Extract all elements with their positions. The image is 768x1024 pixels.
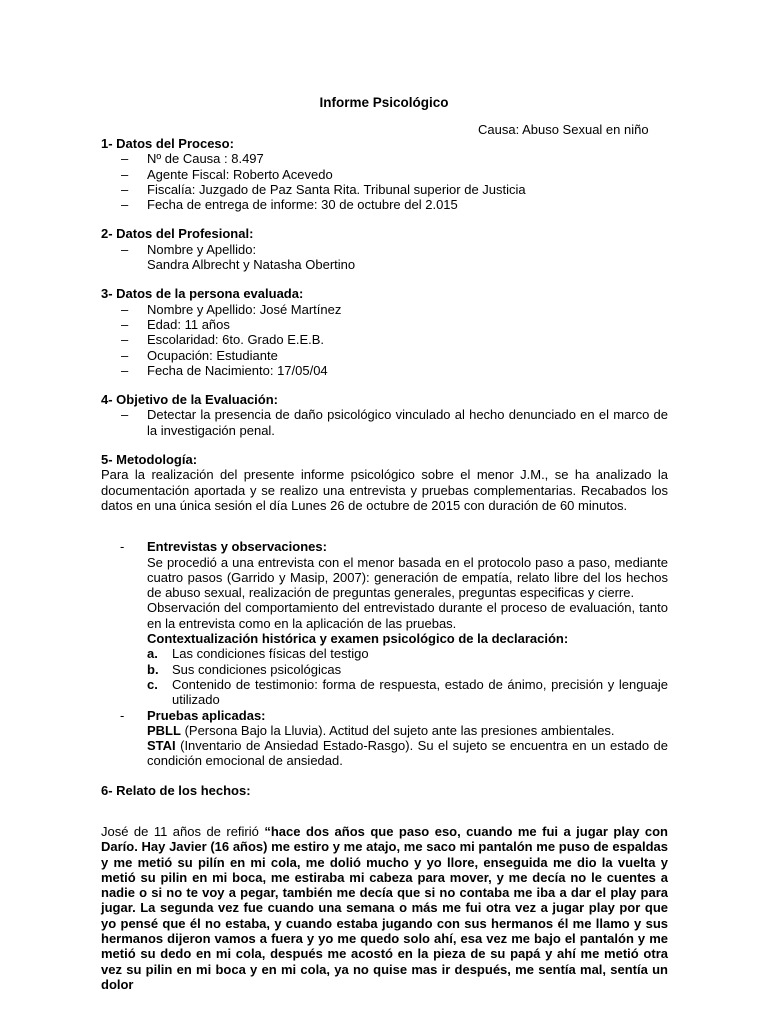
- list-item-text: Agente Fiscal: Roberto Acevedo: [147, 166, 333, 182]
- entrevistas-title: Entrevistas y observaciones:: [147, 539, 327, 555]
- hyphen-marker: -: [120, 707, 125, 723]
- list-item: [101, 151, 668, 166]
- stai-line: [147, 738, 668, 769]
- item-continuation: Sandra Albrecht y Natasha Obertino: [147, 257, 356, 273]
- alpha-item-text: Sus condiciones psicológicas: [172, 661, 342, 677]
- methodology-intro: Para la realización del presente informe psicológico sobre el menor J.M., se ha analizado la documentación aportada y se realizo una entrevista y pruebas complementarias. Recabados los datos en una única sesión el día Lunes 26 de octubre de 2015 con duración de 60 minutos.: [101, 467, 668, 513]
- alpha-item: [147, 662, 668, 677]
- spacer: [101, 438, 668, 452]
- spacer: [101, 798, 668, 811]
- list-item-text: Fecha de Nacimiento: 17/05/04: [147, 362, 328, 378]
- list-item: [101, 317, 668, 332]
- dash-marker: –: [121, 362, 129, 378]
- dash-marker: –: [121, 197, 129, 213]
- list-item-text: Fecha de entrega de informe: 30 de octubre del 2.015: [147, 197, 458, 213]
- sub-item: [101, 708, 668, 723]
- list-item-text: Detectar la presencia de daño psicológico vinculado al hecho denunciado en el marco de la investigación penal.: [147, 407, 668, 438]
- dash-marker: –: [121, 316, 129, 332]
- list-item-text: Fiscalía: Juzgado de Paz Santa Rita. Tribunal superior de Justicia: [147, 181, 526, 197]
- list-item-text: Ocupación: Estudiante: [147, 347, 278, 363]
- spacer: [101, 378, 668, 392]
- dash-marker: –: [121, 241, 129, 257]
- list-item: [101, 348, 668, 363]
- relato-quote: “hace dos años que paso eso, cuando me fui a jugar play con Darío. Hay Javier (16 años) me estiro y me atajo, me saco mi pantalón me puso de espaldas y me metió su pilín en mi cola, me dolió mucho y yo llore, enseguida me dio la vuelta y metió su pilin en mi boca, me estiraba mi cabeza para mover, y me decía no le cuentes a nadie o si no te voy a pegar, también me decía que si no contaba me iba a dar el play para jugar. La segunda vez fue cuando una semana o más me fui otra vez a jugar play por que yo pensé que él no estaba, y cuando estaba jugando con sus hermanos él me llamo y sus hermanos dijeron vamos a fuera y yo me quedo solo ahí, esa vez me bajo el pantalón y me metió su dedo en mi cola, después me acostó en la pieza de su papá y ahí me metió otra vez su pilin en mi boca y en mi cola, ya no quise mas ir después, me sentía mal, sentía un dolor: [101, 823, 668, 992]
- entrevistas-paragraph: Se procedió a una entrevista con el menor basada en el protocolo paso a paso, mediante cuatro pasos (Garrido y Masip, 2007): generación de empatía, relato libre del los hechos de abuso sexual, realización de preguntas generales, preguntas especificas y cierre.: [147, 554, 668, 601]
- alpha-item-text: Las condiciones físicas del testigo: [172, 646, 369, 662]
- dash-marker: –: [121, 151, 129, 167]
- alpha-marker: b.: [147, 661, 159, 677]
- section-6-title: 6- Relato de los hechos:: [101, 782, 251, 798]
- relato-lead: José de 11 años de refirió: [101, 823, 265, 839]
- spacer: [101, 769, 668, 783]
- sub-item: [101, 539, 668, 554]
- dash-marker: –: [121, 181, 129, 197]
- alpha-item: [147, 677, 668, 708]
- dash-marker: –: [121, 407, 129, 423]
- item-label: Nombre y Apellido:: [147, 241, 257, 257]
- list-item-text: Nº de Causa : 8.497: [147, 151, 264, 167]
- section-4-title: 4- Objetivo de la Evaluación:: [101, 392, 278, 408]
- alpha-marker: a.: [147, 646, 158, 662]
- list-item-text: Edad: 11 años: [147, 316, 230, 332]
- list-item: [101, 197, 668, 212]
- list-item: [101, 363, 668, 378]
- list-item-text: Nombre y Apellido: José Martínez: [147, 301, 342, 317]
- spacer: [101, 212, 668, 226]
- list-item: [101, 167, 668, 182]
- dash-marker: –: [121, 301, 129, 317]
- pbll-line: [147, 723, 668, 738]
- dash-marker: –: [121, 332, 129, 348]
- list-item-text: Escolaridad: 6to. Grado E.E.B.: [147, 332, 325, 348]
- document-body: [101, 136, 668, 992]
- dash-marker: –: [121, 166, 129, 182]
- stai-text: (Inventario de Ansiedad Estado-Rasgo). Su el sujeto se encuentra en un estado de condición emocional de ansiedad.: [147, 738, 668, 769]
- section-3-title: 3- Datos de la persona evaluada:: [101, 286, 304, 302]
- alpha-marker: c.: [147, 676, 158, 692]
- section-1-title: 1- Datos del Proceso:: [101, 136, 234, 151]
- list-item: [101, 407, 668, 438]
- spacer: [101, 513, 668, 526]
- list-item: [101, 182, 668, 197]
- list-item: [101, 332, 668, 347]
- spacer: [101, 272, 668, 286]
- spacer: [101, 526, 668, 539]
- list-item-text: [147, 242, 668, 273]
- list-item: [101, 242, 668, 273]
- dash-marker: –: [121, 347, 129, 363]
- observacion-paragraph: Observación del comportamiento del entrevistado durante el proceso de evaluación, tanto en la entrevista como en la aplicación de las pruebas.: [147, 600, 668, 631]
- pruebas-title: Pruebas aplicadas:: [147, 707, 266, 723]
- stai-label: STAI: [147, 738, 176, 754]
- relato-paragraph: [101, 824, 668, 992]
- list-item: [101, 302, 668, 317]
- pbll-label: PBLL: [147, 722, 181, 738]
- section-5-title: 5- Metodología:: [101, 452, 198, 468]
- hyphen-marker: -: [120, 539, 125, 555]
- spacer: [101, 811, 668, 824]
- pbll-text: (Persona Bajo la Lluvia). Actitud del sujeto ante las presiones ambientales.: [180, 722, 615, 738]
- section-2-title: 2- Datos del Profesional:: [101, 226, 254, 242]
- document-title: Informe Psicológico: [319, 95, 449, 110]
- alpha-item-text: Contenido de testimonio: forma de respuesta, estado de ánimo, precisión y lenguaje utilizado: [172, 676, 668, 708]
- causa-label: Causa: Abuso Sexual en niño: [478, 122, 649, 137]
- alpha-item: [147, 646, 668, 661]
- contexto-title: Contextualización histórica y examen psicológico de la declaración:: [147, 631, 569, 647]
